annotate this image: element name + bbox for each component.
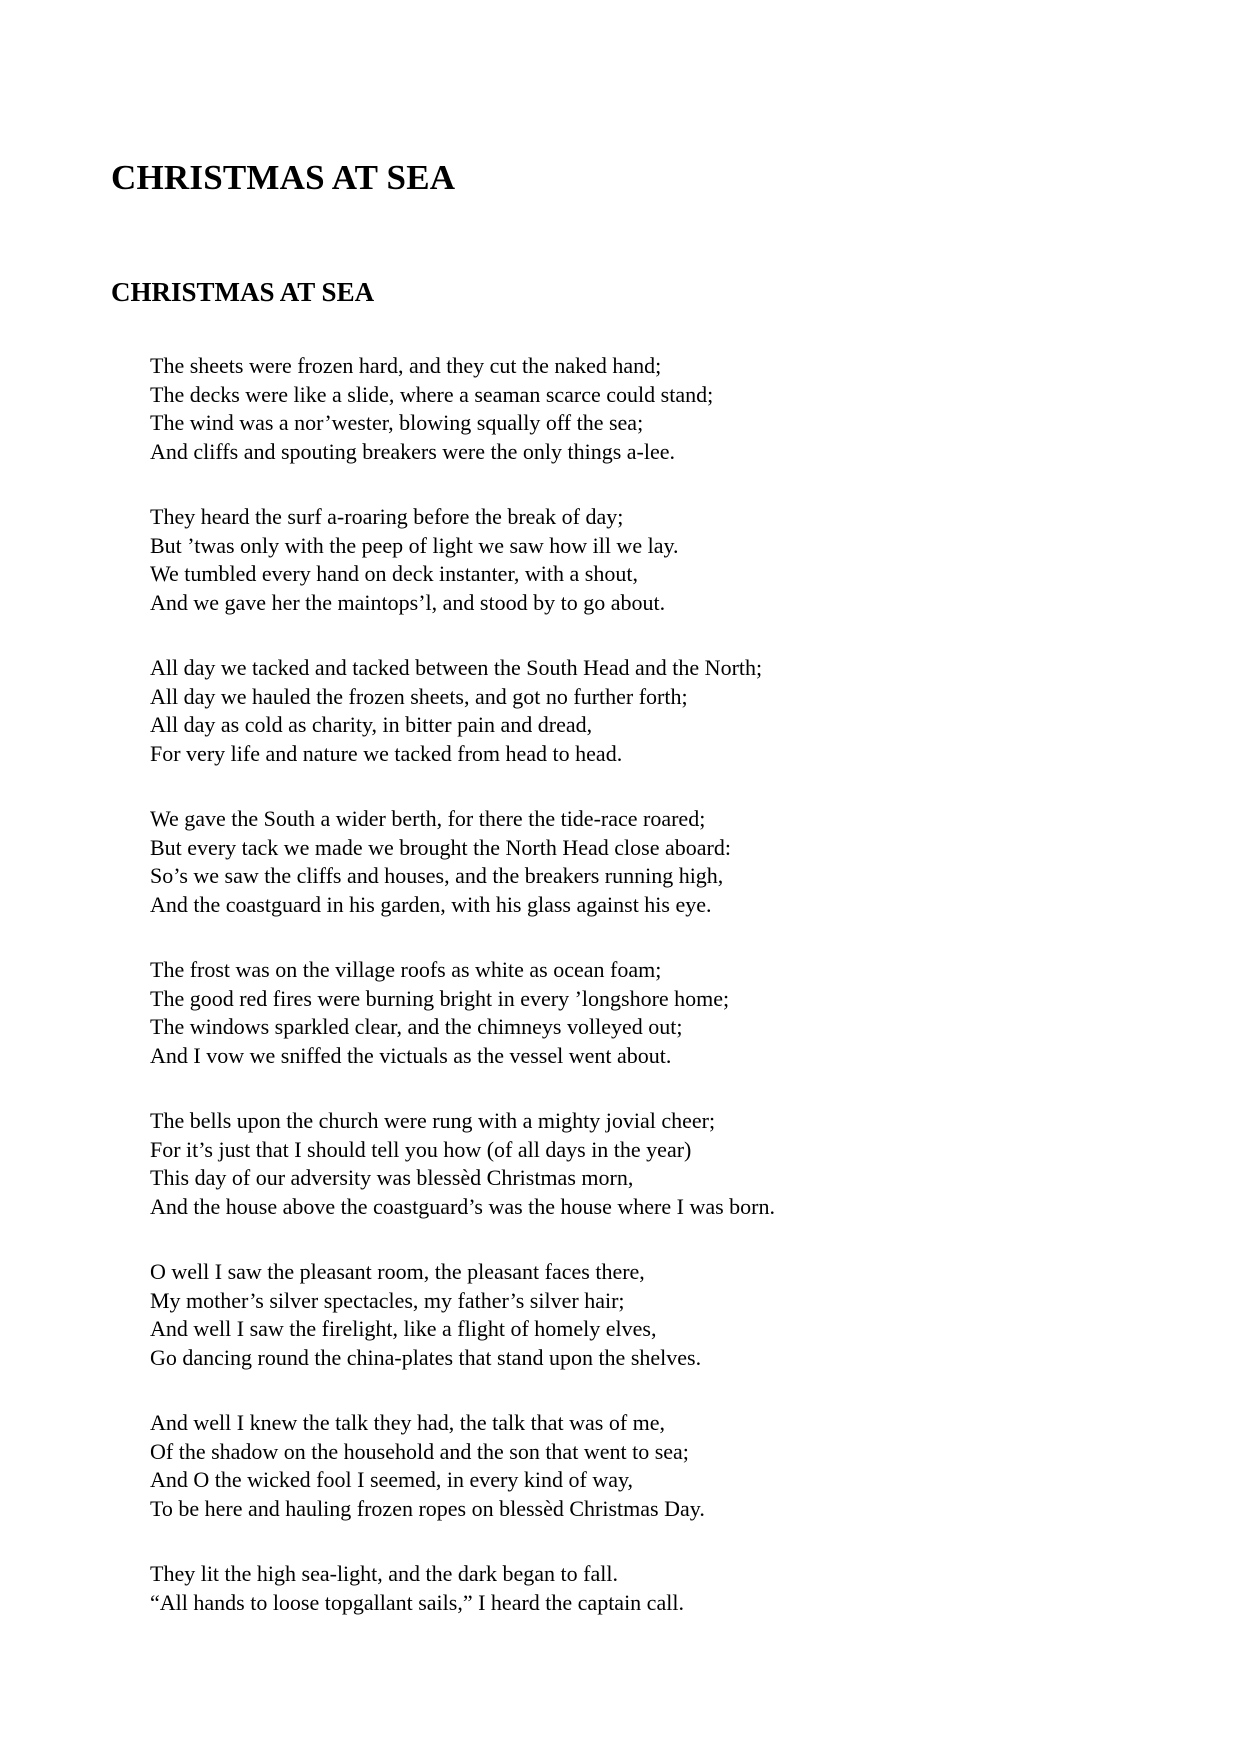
- poem-line: And O the wicked fool I seemed, in every kind of way,: [150, 1467, 634, 1492]
- stanza-2: [150, 503, 1150, 617]
- poem-line: The good red fires were burning bright in every ’longshore home;: [150, 985, 730, 1011]
- poem-line: We tumbled every hand on deck instanter, with a shout,: [150, 561, 638, 586]
- poem-line: And the coastguard in his garden, with his glass against his eye.: [150, 891, 712, 917]
- stanza-6: [150, 1107, 1150, 1221]
- poem-line: All day we tacked and tacked between the South Head and the North;: [150, 655, 763, 680]
- poem-line: The wind was a nor’wester, blowing squally off the sea;: [150, 410, 644, 435]
- stanza-9: [150, 1560, 1150, 1617]
- poem-line: But ’twas only with the peep of light we saw how ill we lay.: [150, 532, 679, 558]
- poem-line: The bells upon the church were rung with a mighty jovial cheer;: [150, 1108, 716, 1133]
- poem-title: CHRISTMAS AT SEA: [111, 277, 375, 307]
- poem-line: My mother’s silver spectacles, my father’s silver hair;: [150, 1287, 625, 1313]
- poem-body: [150, 352, 1150, 1654]
- poem-line: So’s we saw the cliffs and houses, and the breakers running high,: [150, 863, 724, 888]
- poem-line: They heard the surf a-roaring before the break of day;: [150, 504, 624, 529]
- stanza-7: [150, 1258, 1150, 1372]
- poem-line: And cliffs and spouting breakers were the only things a-lee.: [150, 438, 676, 464]
- poem-line: O well I saw the pleasant room, the pleasant faces there,: [150, 1259, 645, 1284]
- poem-line: Of the shadow on the household and the son that went to sea;: [150, 1438, 689, 1464]
- document-title: CHRISTMAS AT SEA: [111, 158, 456, 197]
- poem-line: And well I knew the talk they had, the talk that was of me,: [150, 1410, 666, 1435]
- poem-line: And the house above the coastguard’s was the house where I was born.: [150, 1193, 775, 1219]
- poem-line: And we gave her the maintops’l, and stood by to go about.: [150, 589, 666, 615]
- poem-line: We gave the South a wider berth, for there the tide-race roared;: [150, 806, 706, 831]
- poem-line: And I vow we sniffed the victuals as the vessel went about.: [150, 1042, 672, 1068]
- stanza-1: [150, 352, 1150, 466]
- poem-line: The frost was on the village roofs as white as ocean foam;: [150, 957, 662, 982]
- poem-line: This day of our adversity was blessèd Christmas morn,: [150, 1165, 634, 1190]
- poem-line: They lit the high sea-light, and the dark began to fall.: [150, 1561, 618, 1586]
- poem-line: The decks were like a slide, where a seaman scarce could stand;: [150, 381, 714, 407]
- poem-line: And well I saw the firelight, like a flight of homely elves,: [150, 1316, 657, 1341]
- stanza-4: [150, 805, 1150, 919]
- stanza-5: [150, 956, 1150, 1070]
- poem-line: But every tack we made we brought the North Head close aboard:: [150, 834, 731, 860]
- poem-line: For it’s just that I should tell you how (of all days in the year): [150, 1136, 692, 1162]
- poem-line: The windows sparkled clear, and the chimneys volleyed out;: [150, 1014, 683, 1039]
- stanza-3: [150, 654, 1150, 768]
- poem-line: The sheets were frozen hard, and they cut the naked hand;: [150, 353, 662, 378]
- poem-line: “All hands to loose topgallant sails,” I heard the captain call.: [150, 1589, 684, 1615]
- poem-line: All day as cold as charity, in bitter pain and dread,: [150, 712, 593, 737]
- poem-line: To be here and hauling frozen ropes on blessèd Christmas Day.: [150, 1495, 705, 1521]
- stanza-8: [150, 1409, 1150, 1523]
- poem-line: Go dancing round the china-plates that stand upon the shelves.: [150, 1344, 702, 1370]
- poem-line: All day we hauled the frozen sheets, and got no further forth;: [150, 683, 688, 709]
- poem-line: For very life and nature we tacked from head to head.: [150, 740, 623, 766]
